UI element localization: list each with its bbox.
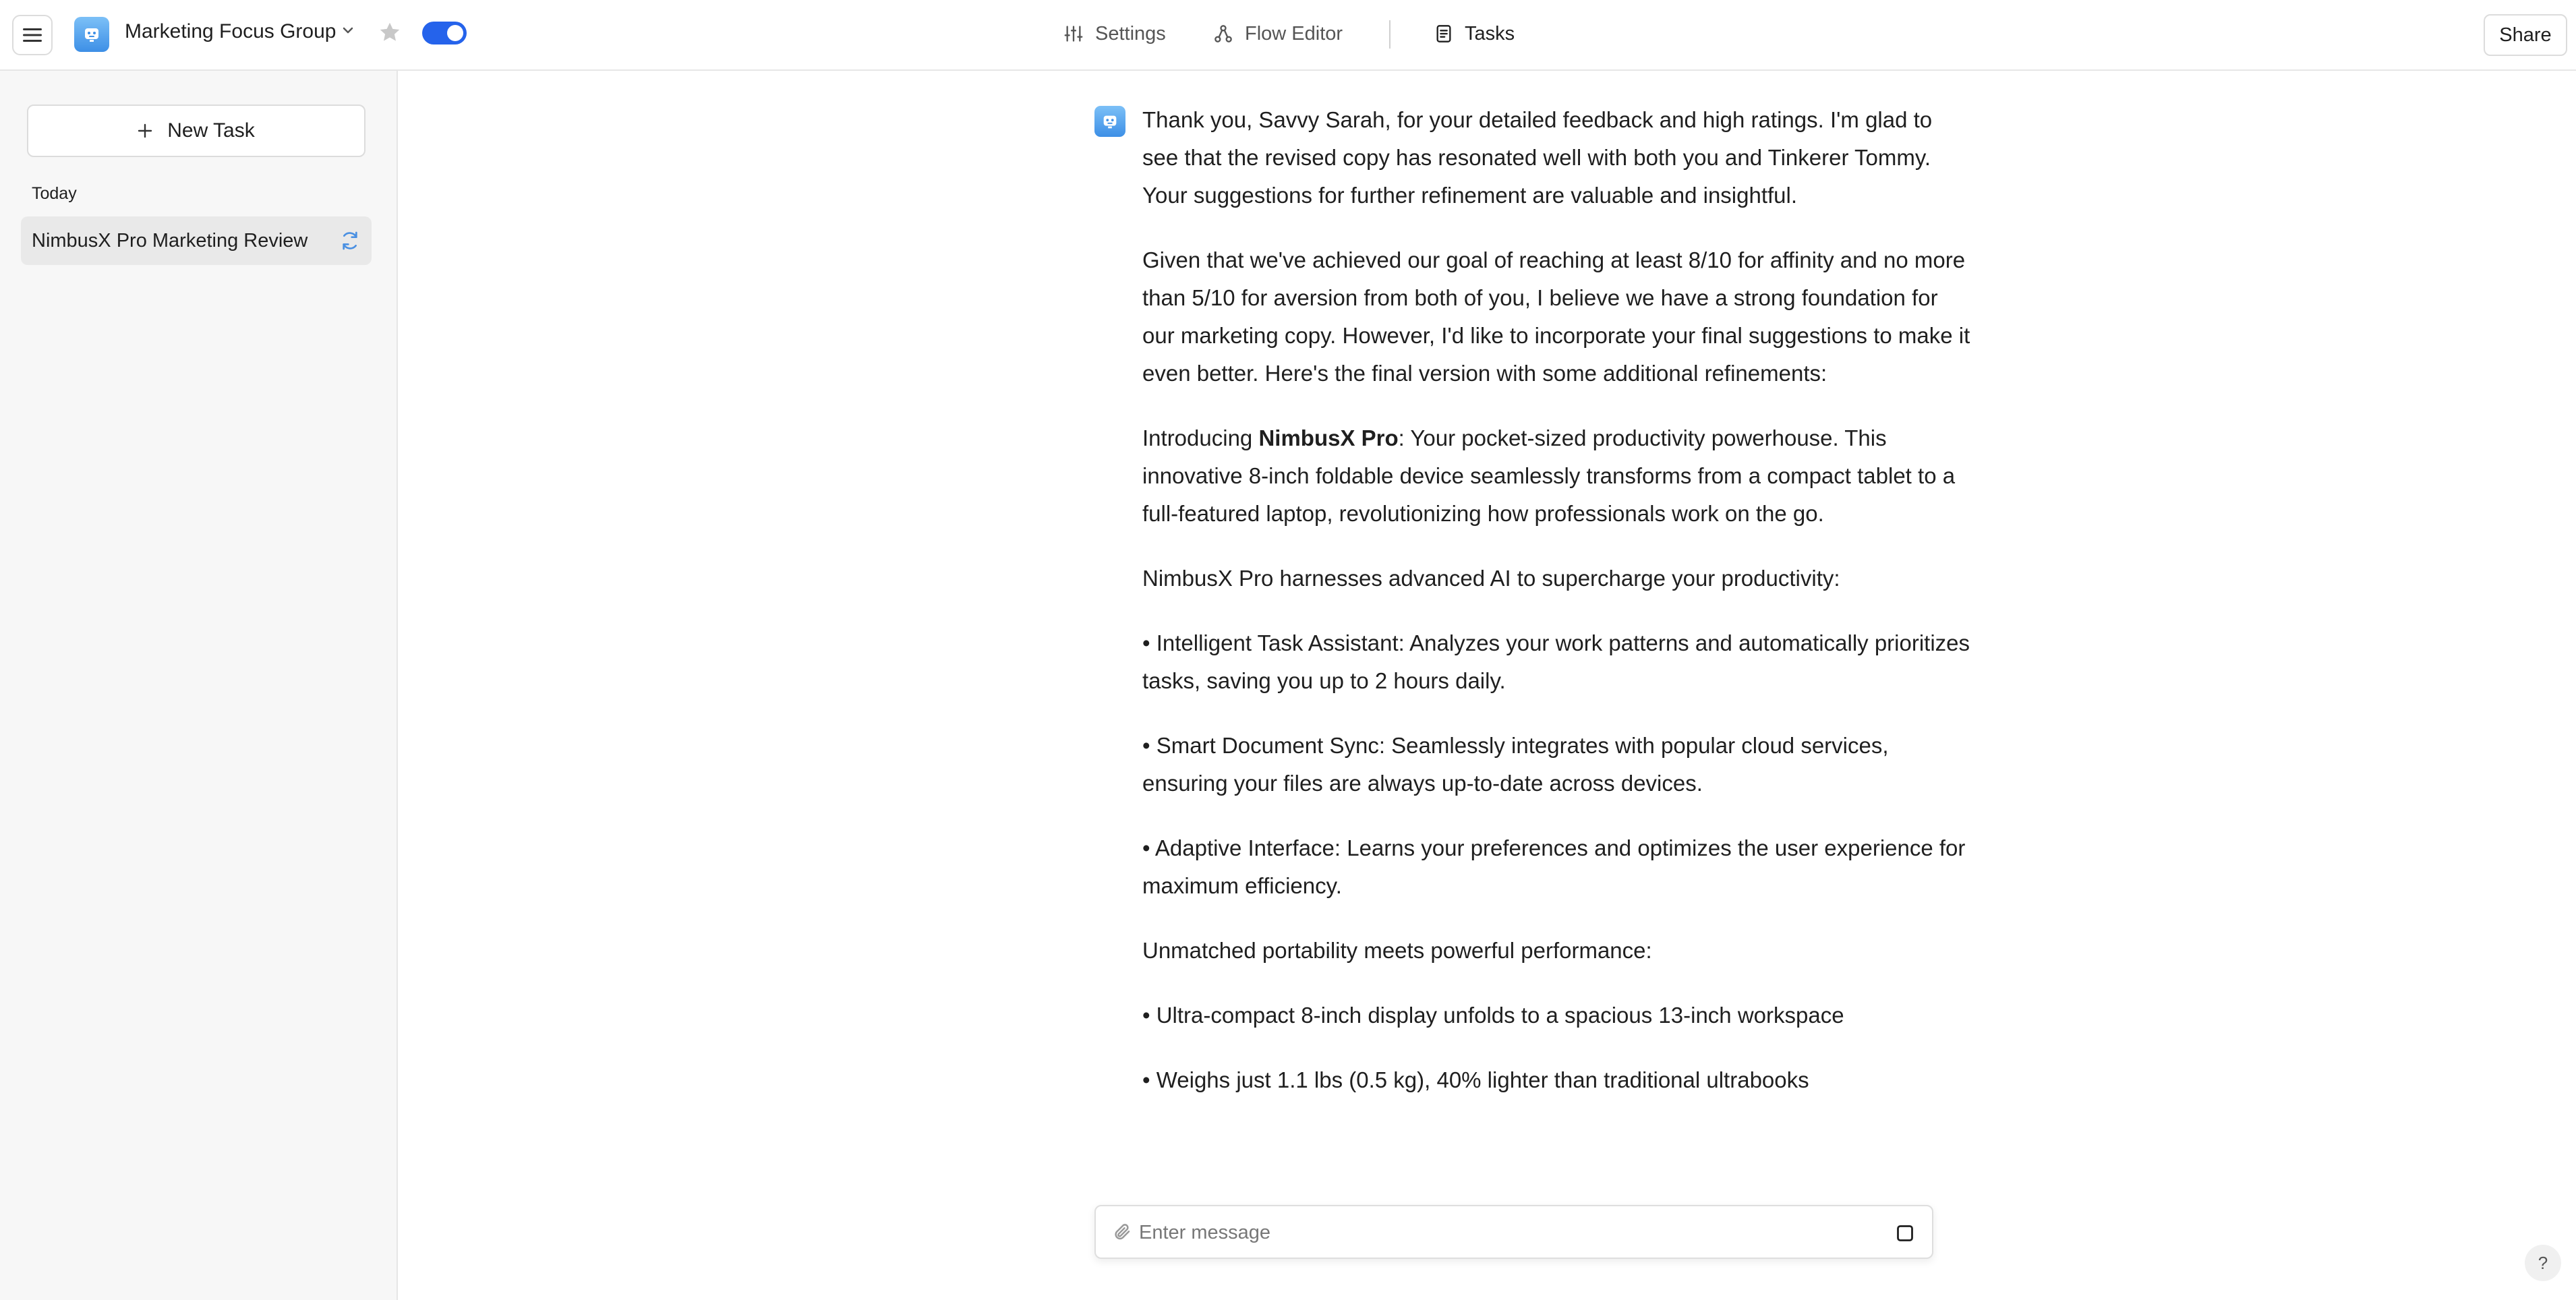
tab-tasks-label: Tasks — [1465, 22, 1515, 45]
new-task-button[interactable] — [27, 105, 365, 157]
sync-icon — [339, 230, 361, 252]
stop-icon[interactable] — [1896, 1224, 1914, 1243]
chevron-down-icon[interactable] — [341, 26, 355, 35]
message-composer — [1094, 1205, 1933, 1259]
tab-settings[interactable] — [1064, 19, 1166, 49]
nav-divider — [1389, 20, 1391, 49]
message-text: Introducing — [1142, 425, 1259, 450]
tab-settings-label: Settings — [1095, 22, 1166, 45]
flow-toggle[interactable] — [422, 22, 467, 45]
message-paragraph: Unmatched portability meets powerful performance: — [1142, 938, 1652, 963]
flow-icon — [1214, 24, 1233, 43]
sidebar — [0, 71, 398, 1300]
section-label-today: Today — [32, 184, 77, 203]
product-name: NimbusX Pro — [1258, 425, 1399, 450]
message-bullet: • Weighs just 1.1 lbs (0.5 kg), 40% lighter than traditional ultrabooks — [1142, 1067, 1809, 1092]
message-bullet: • Adaptive Interface: Learns your preferences and optimizes the user experience for maximum efficiency. — [1142, 835, 1966, 898]
message-bullet: • Smart Document Sync: Seamlessly integrates with popular cloud services, ensuring your files are always up-to-date across devices. — [1142, 733, 1889, 796]
message-bullet: • Ultra-compact 8-inch display unfolds to a spacious 13-inch workspace — [1142, 1003, 1844, 1028]
menu-button[interactable] — [12, 15, 53, 55]
message-bullet: • Intelligent Task Assistant: Analyzes your work patterns and automatically prioritizes tasks, saving you up to 2 hours daily. — [1142, 630, 1970, 693]
tab-tasks[interactable] — [1435, 19, 1515, 49]
star-icon[interactable] — [378, 20, 402, 45]
top-header — [0, 0, 2576, 71]
message-text: : Your pocket-sized productivity powerhouse. This innovative 8-inch foldable device seamlessly transforms from a compact tablet to a full-featured laptop, revolutionizing how professionals work on the go. — [1142, 425, 1956, 526]
robot-icon — [82, 24, 102, 45]
document-icon — [1435, 24, 1453, 43]
app-logo — [74, 17, 109, 52]
bot-avatar — [1094, 106, 1125, 137]
message-paragraph: NimbusX Pro harnesses advanced AI to supercharge your productivity: — [1142, 566, 1840, 591]
message-input[interactable] — [1139, 1216, 1867, 1249]
help-button[interactable]: ? — [2525, 1245, 2561, 1281]
share-button[interactable]: Share — [2484, 14, 2567, 56]
message-paragraph: Given that we've achieved our goal of reaching at least 8/10 for affinity and no more than 5/10 for aversion from both of you, I believe we have a strong foundation for our marketing copy. However, I'd like to incorporate your final suggestions to make it even better. Here's the final version with some additional refinements: — [1142, 247, 1970, 386]
flow-title[interactable]: Marketing Focus Group — [125, 20, 336, 42]
sidebar-task-label: NimbusX Pro Marketing Review — [32, 230, 308, 252]
robot-icon — [1101, 112, 1119, 131]
sidebar-task-item[interactable] — [21, 216, 372, 265]
tab-flow-editor[interactable] — [1214, 19, 1343, 49]
toggle-knob — [447, 25, 463, 41]
plus-icon — [138, 123, 152, 138]
message-paragraph — [1142, 419, 1972, 533]
paperclip-icon[interactable] — [1112, 1221, 1132, 1243]
hamburger-icon — [23, 28, 42, 42]
tab-flow-editor-label: Flow Editor — [1245, 22, 1343, 45]
sliders-icon — [1064, 24, 1083, 43]
bot-message — [1142, 101, 1972, 1234]
message-paragraph: Thank you, Savvy Sarah, for your detailed feedback and high ratings. I'm glad to see that the revised copy has resonated well with both you and Tinkerer Tommy. Your suggestions for further refinement are valuable and insightful. — [1142, 107, 1933, 208]
new-task-label: New Task — [167, 119, 255, 142]
chat-panel — [399, 72, 2576, 1300]
